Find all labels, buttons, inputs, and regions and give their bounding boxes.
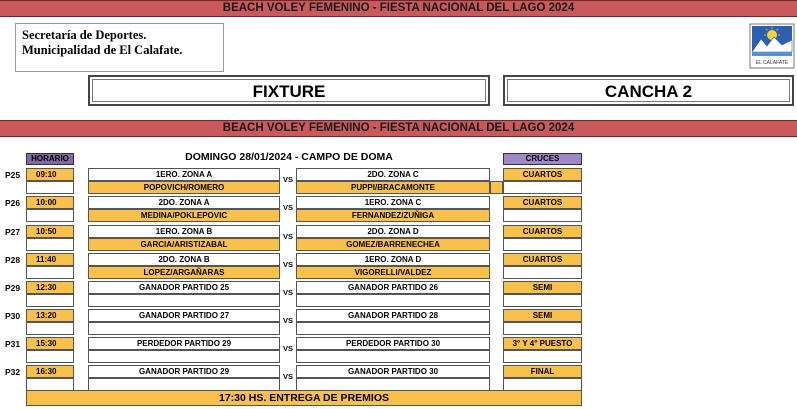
match-id: P30 <box>5 311 21 321</box>
match-id: P32 <box>5 367 21 377</box>
match-time: 15:30 <box>26 337 74 350</box>
right-slot: 1ERO. ZONA C <box>296 196 490 209</box>
round-label: FINAL <box>503 365 582 378</box>
right-team: VIGORELLI/VALDEZ <box>296 266 490 279</box>
highlight-extension <box>490 181 503 194</box>
right-team: PUPPI/BRACAMONTE <box>296 181 490 194</box>
round-label: CUARTOS <box>503 253 582 266</box>
match-row <box>0 196 797 224</box>
round-empty-cell <box>503 322 582 335</box>
match-time: 13:20 <box>26 309 74 322</box>
match-time: 16:30 <box>26 365 74 378</box>
match-time: 12:30 <box>26 281 74 294</box>
vs-label: VS <box>282 232 293 241</box>
left-slot: 2DO. ZONA A <box>88 196 280 209</box>
round-empty-cell <box>503 266 582 279</box>
left-team <box>88 322 280 335</box>
vs-label: VS <box>282 203 293 212</box>
match-row <box>0 309 797 337</box>
fixture-box <box>88 75 490 106</box>
left-slot: GANADOR PARTIDO 29 <box>88 365 280 378</box>
match-time: 10:00 <box>26 196 74 209</box>
vs-label: VS <box>282 344 293 353</box>
right-slot: 2DO. ZONA C <box>296 168 490 181</box>
vs-label: VS <box>282 316 293 325</box>
left-team: POPOVICH/ROMERO <box>88 181 280 194</box>
round-empty-cell <box>503 294 582 307</box>
time-empty-cell <box>26 209 74 222</box>
left-team: GARCIA/ARISTIZABAL <box>88 238 280 251</box>
right-slot: 1ERO. ZONA D <box>296 253 490 266</box>
left-team: LOPEZ/ARGAÑARAS <box>88 266 280 279</box>
left-team: MEDINA/POKLEPOVIC <box>88 209 280 222</box>
match-row <box>0 168 797 196</box>
second-banner: BEACH VOLEY FEMENINO - FIESTA NACIONAL DEL LAGO 2024 <box>0 120 797 137</box>
time-empty-cell <box>26 266 74 279</box>
match-id: P31 <box>5 339 21 349</box>
left-slot: 2DO. ZONA B <box>88 253 280 266</box>
match-id: P25 <box>5 170 21 180</box>
match-id: P27 <box>5 227 21 237</box>
time-empty-cell <box>26 238 74 251</box>
match-row <box>0 253 797 281</box>
right-team <box>296 294 490 307</box>
court-box <box>503 75 794 106</box>
awards-footer: 17:30 HS. ENTREGA DE PREMIOS <box>26 390 582 406</box>
vs-label: VS <box>282 288 293 297</box>
round-empty-cell <box>503 209 582 222</box>
left-slot: GANADOR PARTIDO 27 <box>88 309 280 322</box>
organization-line-1: Secretaría de Deportes. <box>22 28 147 42</box>
organization-box <box>15 23 224 72</box>
day-header: DOMINGO 28/01/2024 - CAMPO DE DOMA <box>185 151 393 163</box>
match-id: P29 <box>5 283 21 293</box>
court-title: CANCHA 2 <box>507 79 790 102</box>
time-empty-cell <box>26 322 74 335</box>
vs-label: VS <box>282 175 293 184</box>
left-slot: 1ERO. ZONA A <box>88 168 280 181</box>
left-slot: GANADOR PARTIDO 25 <box>88 281 280 294</box>
vs-label: VS <box>282 260 293 269</box>
left-slot: 1ERO. ZONA B <box>88 225 280 238</box>
right-team: FERNANDEZ/ZUÑIGA <box>296 209 490 222</box>
el-calafate-logo <box>749 23 795 69</box>
round-label: CUARTOS <box>503 196 582 209</box>
right-slot: GANADOR PARTIDO 28 <box>296 309 490 322</box>
round-label: CUARTOS <box>503 225 582 238</box>
right-slot: 2DO. ZONA D <box>296 225 490 238</box>
left-team <box>88 350 280 363</box>
horario-header: HORARIO <box>26 153 74 165</box>
match-id: P28 <box>5 255 21 265</box>
match-time: 09:10 <box>26 168 74 181</box>
left-team <box>88 294 280 307</box>
match-time: 10:50 <box>26 225 74 238</box>
right-slot: GANADOR PARTIDO 30 <box>296 365 490 378</box>
right-team <box>296 322 490 335</box>
round-label: 3° Y 4° PUESTO <box>503 337 582 350</box>
logo-text: EL CALAFATE <box>755 60 789 66</box>
time-empty-cell <box>26 294 74 307</box>
round-label: SEMI <box>503 281 582 294</box>
vs-label: VS <box>282 372 293 381</box>
match-time: 11:40 <box>26 253 74 266</box>
round-empty-cell <box>503 238 582 251</box>
match-row <box>0 337 797 365</box>
match-row <box>0 365 797 393</box>
match-id: P26 <box>5 198 21 208</box>
right-slot: GANADOR PARTIDO 26 <box>296 281 490 294</box>
round-empty-cell <box>503 350 582 363</box>
round-empty-cell <box>503 181 582 194</box>
right-slot: PERDEDOR PARTIDO 30 <box>296 337 490 350</box>
match-row <box>0 225 797 253</box>
round-label: CUARTOS <box>503 168 582 181</box>
top-banner: BEACH VOLEY FEMENINO - FIESTA NACIONAL DEL LAGO 2024 <box>0 0 797 17</box>
cruces-header: CRUCES <box>503 153 582 165</box>
match-row <box>0 281 797 309</box>
left-slot: PERDEDOR PARTIDO 29 <box>88 337 280 350</box>
time-empty-cell <box>26 350 74 363</box>
right-team <box>296 350 490 363</box>
right-team: GOMEZ/BARRENECHEA <box>296 238 490 251</box>
round-label: SEMI <box>503 309 582 322</box>
time-empty-cell <box>26 181 74 194</box>
organization-line-2: Municipalidad de El Calafate. <box>22 43 183 57</box>
fixture-title: FIXTURE <box>92 79 486 102</box>
